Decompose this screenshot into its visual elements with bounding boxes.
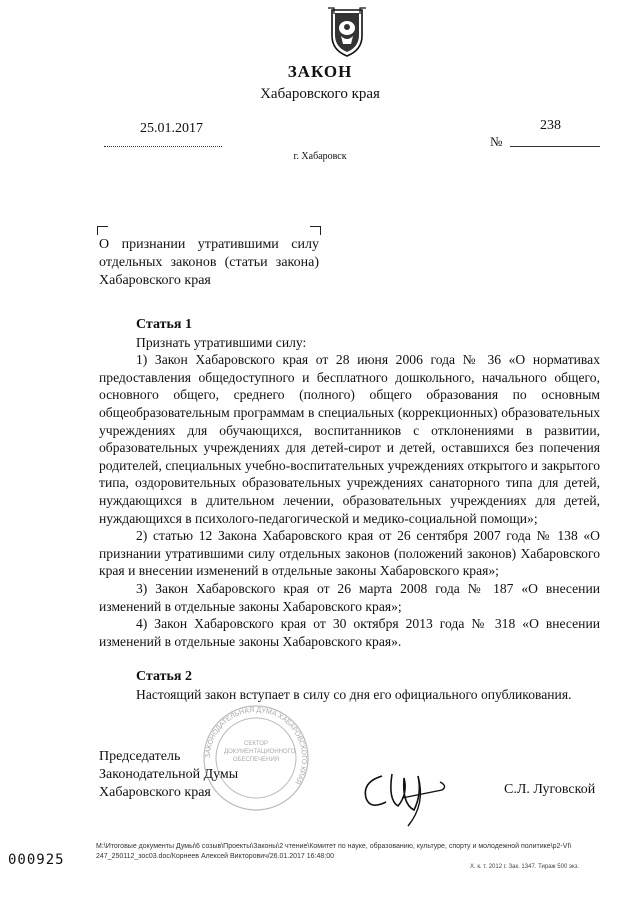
number-underline (510, 146, 600, 147)
corner-bracket-right (310, 226, 321, 235)
spacer (99, 650, 600, 668)
corner-bracket-left (97, 226, 108, 235)
date-underline (104, 146, 222, 147)
number-sign: № (490, 134, 503, 149)
signer-name: С.Л. Луговской (504, 782, 596, 797)
law-subject (99, 236, 319, 290)
article-1-item-1: 1) Закон Хабаровского края от 28 июня 2006 года № 36 «О нормативах предоставления общедоступного и бесплатного дошкольного, начального общего, основного общего, среднего (полного) общего образования по основным общеобразовательным программам в специальных (коррекционных) образовательных учреждениях для обучающихся, воспитанников с отклонениями в развитии, образовательных учреждениях для детей-сирот и детей, оставшихся без попечения родителей, специальных учебно-воспитательных учреждениях открытого и закрытого типа, оздоровительных образовательных учреждениях санаторного типа для детей, нуждающихся в длительном лечении, образовательных учреждениях для детей, нуждающихся в психолого-педагогической и медико-социальной помощи»; (99, 352, 600, 526)
signer-title-line-1: Председатель (99, 749, 181, 764)
serial-number: 000925 (8, 852, 65, 868)
file-path-line-2: 247_250112_зос03.doc/Корнеев Алексей Викторович/26.01.2017 16:48:00 (96, 853, 334, 860)
stamp-center-text: СЕКТОР ДОКУМЕНТАЦИОННОГО ОБЕСПЕЧЕНИЯ (224, 741, 296, 763)
article-1-heading: Статья 1 (136, 317, 192, 332)
article-2-text: Настоящий закон вступает в силу со дня его официального опубликования. (136, 686, 572, 702)
document-date: 25.01.2017 (140, 121, 203, 136)
article-1-item-4: 4) Закон Хабаровского края от 30 октября 2013 года № 318 «О внесении изменений в отдельные законы Хабаровского края». (99, 616, 600, 649)
document-number: 238 (540, 118, 561, 133)
handwritten-signature (352, 764, 462, 834)
article-1-intro: Признать утратившими силу: (136, 334, 307, 350)
law-body (99, 316, 600, 703)
document-type-title: ЗАКОН (287, 62, 353, 81)
city-label: г. Хабаровск (293, 151, 347, 162)
subject-line: О признании утратившими силу (99, 237, 319, 252)
article-2-heading: Статья 2 (136, 669, 192, 685)
file-path-line-1: M:\Итоговые документы Думы\6 созыв\Проекты\Законы\2 чтение\Комитет по науке, образованию, культуре, спорту и молодежной политике\р2-VI\ (96, 843, 572, 850)
signer-title-line-2: Законодательной Думы (99, 767, 239, 782)
article-1-item-2: 2) статью 12 Закона Хабаровского края от 26 сентября 2007 года № 138 «О признании утратившими силу отдельных законов (положений законов) Хабаровского края и внесении изменений в отдельные законы Хабаровского края»; (99, 528, 600, 579)
subject-line: отдельных законов (статьи закона) (99, 255, 319, 270)
print-run-note: Х. к. т. 2012 г. Зак. 1347. Тираж 500 экз. (470, 864, 580, 870)
file-path-footer (96, 842, 606, 862)
coat-of-arms-emblem (324, 6, 370, 58)
signature-block (99, 748, 238, 802)
article-1-item-3: 3) Закон Хабаровского края от 26 марта 2008 года № 187 «О внесении изменений в отдельные законы Хабаровского края»; (99, 580, 600, 614)
stamp-ring-text: ЗАКОНОДАТЕЛЬНАЯ ДУМА ХАБАРОВСКОГО КРАЯ (204, 706, 308, 786)
subject-line: Хабаровского края (99, 273, 211, 288)
region-subtitle: Хабаровского края (260, 86, 380, 102)
signer-title-line-3: Хабаровского края (99, 785, 211, 800)
